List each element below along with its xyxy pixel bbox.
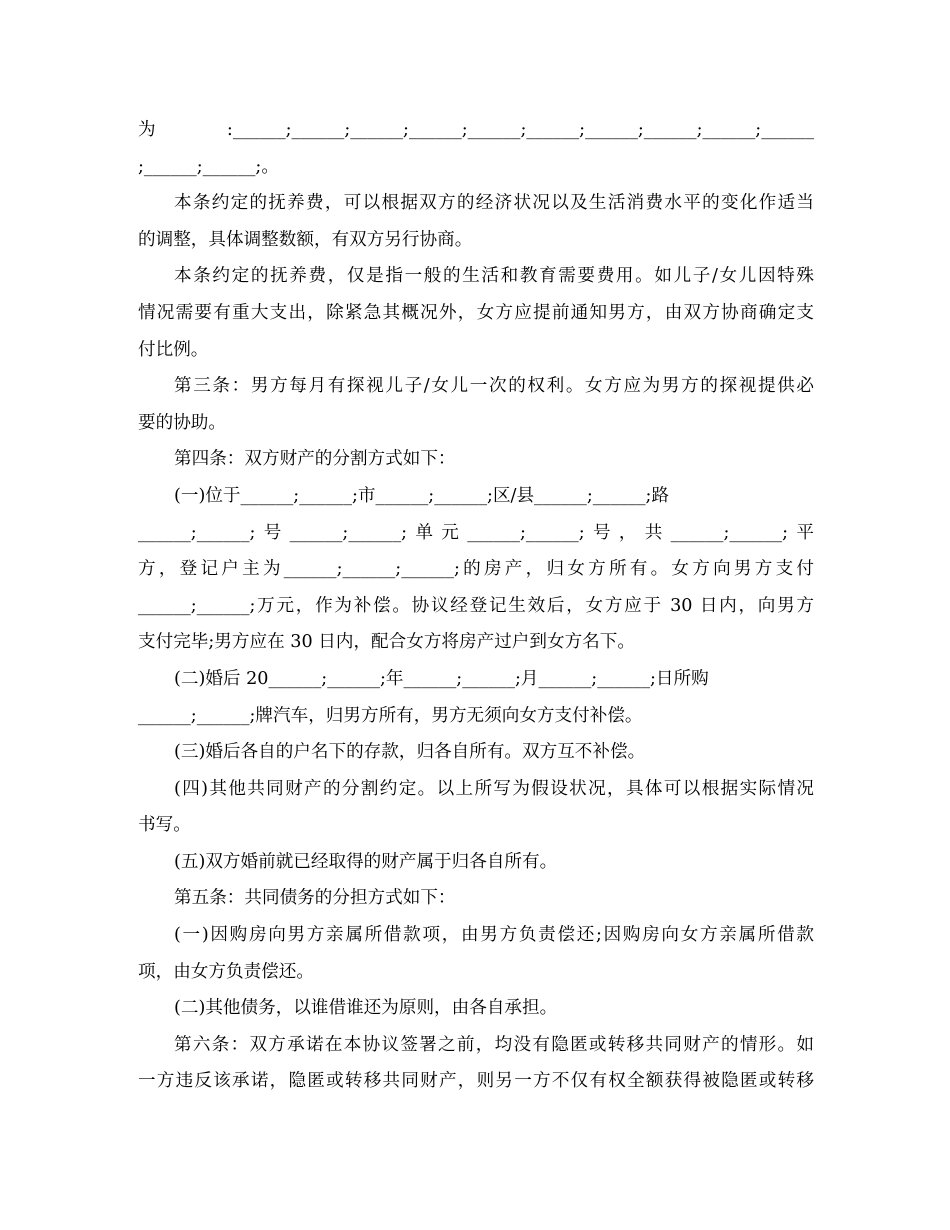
article-3-line: 第三条：男方每月有探视儿子/女儿一次的权利。女方应为男方的探视提供必: [174, 376, 814, 397]
clause-line: (二)其他债务，以谁借谁还为原则，由各自承担。: [174, 998, 558, 1019]
clause-line: (三)婚后各自的户名下的存款，归各自所有。双方互不补偿。: [174, 742, 646, 763]
text-line: 书写。: [138, 815, 191, 836]
text-line: 项，由女方负责偿还。: [138, 961, 314, 982]
article-6-line: 第六条：双方承诺在本协议签署之前，均没有隐匿或转移共同财产的情形。如: [174, 1034, 814, 1055]
text-line: ;______;______;。: [138, 156, 279, 177]
clause-line: (一)位于______;______;市______;______;区/县______;______;路: [174, 485, 670, 506]
clause-line: (一)因购房向男方亲属所借款项，由男方负责偿还;因购房向女方亲属所借款: [174, 925, 814, 946]
article-5-heading: 第五条：共同债务的分担方式如下：: [174, 888, 456, 909]
text-line: 的调整，具体调整数额，有双方另行协商。: [138, 229, 473, 250]
paragraph-start-line: 本条约定的抚养费，可以根据双方的经济状况以及生活消费水平的变化作适当: [174, 193, 814, 214]
clause-line: (四)其他共同财产的分割约定。以上所写为假设状况，具体可以根据实际情况: [174, 778, 814, 799]
text-line: 情况需要有重大支出，除紧急其概况外，女方应提前通知男方，由双方协商确定支: [138, 302, 814, 323]
text-line: 为:______;______;______;______;______;______;______;______;______;______: [138, 120, 814, 140]
text-line: 一方违反该承诺，隐匿或转移共同财产，则另一方不仅有权全额获得被隐匿或转移: [138, 1071, 814, 1092]
text-line: 付比例。: [138, 339, 209, 360]
text-line: 要的协助。: [138, 412, 226, 433]
text-line: 支付完毕;男方应在 30 日内，配合女方将房产过户到女方名下。: [138, 632, 635, 653]
text-line: ______;______;号______;______;单元______;______;号，共______;______;平: [138, 522, 814, 543]
text-line: ______;______;万元，作为补偿。协议经登记生效后，女方应于 30 日内，向男方: [138, 595, 814, 616]
clause-line: (五)双方婚前就已经取得的财产属于归各自所有。: [174, 851, 558, 872]
paragraph-start-line: 本条约定的抚养费，仅是指一般的生活和教育需要费用。如儿子/女儿因特殊: [174, 266, 814, 287]
text-line: 方，登记户主为______;______;______;的房产，归女方所有。女方向男方支付: [138, 559, 814, 580]
article-4-heading: 第四条：双方财产的分割方式如下：: [174, 449, 456, 470]
text-line: ______;______;牌汽车，归男方所有，男方无须向女方支付补偿。: [138, 705, 643, 726]
clause-line: (二)婚后 20______;______;年______;______;月______;______;日所购: [174, 668, 709, 689]
document-page: [138, 112, 814, 1100]
